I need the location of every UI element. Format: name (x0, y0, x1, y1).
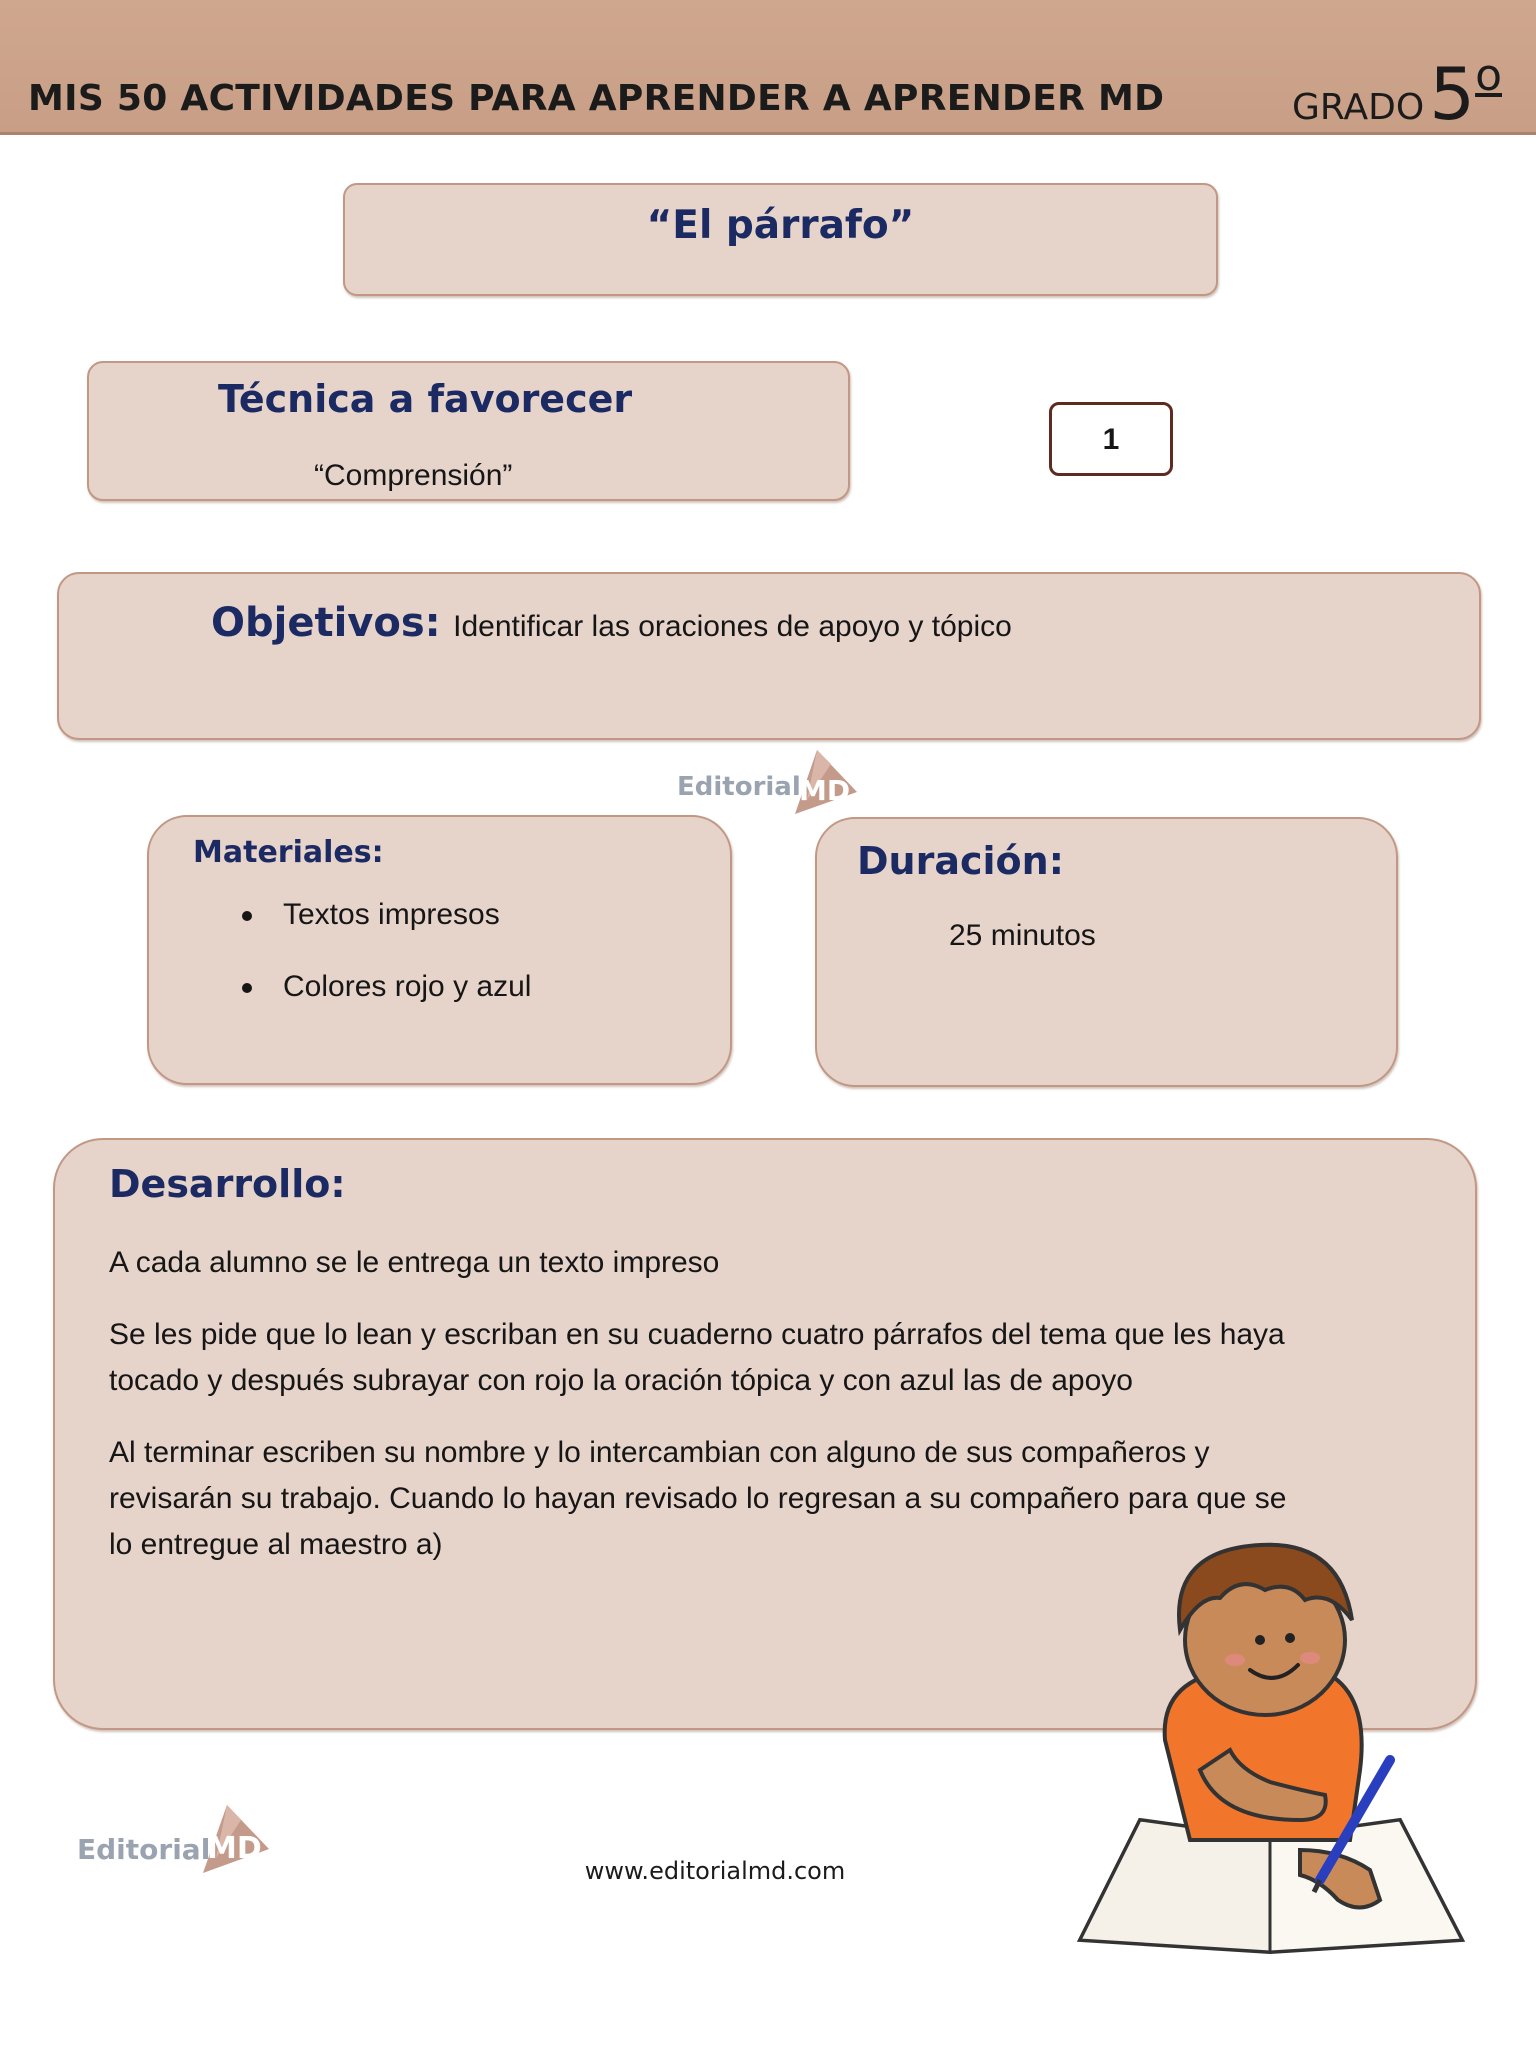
activity-title-box (343, 183, 1218, 296)
editorial-logo-center (677, 748, 857, 818)
tecnica-box (87, 361, 850, 501)
desarrollo-paragraph: Se les pide que lo lean y escriban en su cuaderno cuatro párrafos del tema que les haya tocado y después subrayar con rojo la oración tópica y con azul las de apoyo (109, 1318, 1285, 1397)
page-header (0, 0, 1536, 135)
materiales-list (149, 897, 531, 1041)
grade-label: GRADO (1292, 87, 1425, 128)
activity-title: “El párrafo” (646, 203, 915, 248)
duracion-label: Duración: (857, 839, 1064, 883)
objetivos-label: Objetivos: (211, 600, 441, 646)
grade-number: 5 (1429, 52, 1476, 136)
objetivos-line (211, 600, 1012, 646)
desarrollo-paragraph: Al terminar escriben su nombre y lo intercambian con alguno de sus compañeros y revisarán su trabajo. Cuando lo hayan revisado lo regresan a su compañero para que se lo entregue al maestro a) (109, 1436, 1287, 1561)
logo-word: Editorial (677, 772, 801, 802)
activity-number: 1 (1102, 423, 1120, 456)
tecnica-value: “Comprensión” (314, 459, 513, 492)
duracion-value: 25 minutos (949, 919, 1096, 952)
duracion-box (815, 817, 1398, 1087)
logo-word: Editorial (77, 1833, 211, 1866)
materiales-label: Materiales: (193, 835, 384, 870)
bullet-icon (242, 911, 252, 921)
grade-indicator (1292, 52, 1502, 136)
logo-mark-text: MD (799, 774, 851, 807)
desarrollo-label: Desarrollo: (109, 1162, 346, 1206)
desarrollo-paragraph: A cada alumno se le entrega un texto impreso (109, 1246, 720, 1279)
md-logo-icon (787, 748, 859, 816)
materiales-item-text: Textos impresos (283, 898, 500, 931)
header-title: MIS 50 ACTIVIDADES PARA APRENDER A APRENDER MD (28, 78, 1165, 119)
list-item (149, 969, 531, 1041)
bullet-icon (242, 983, 252, 993)
objetivos-box (57, 572, 1481, 740)
footer-url: www.editorialmd.com (584, 1857, 846, 1885)
materiales-item-text: Colores rojo y azul (283, 970, 532, 1003)
grade-ordinal: o (1475, 50, 1502, 101)
list-item (149, 897, 531, 969)
child-writing-illustration (1070, 1520, 1470, 1960)
materiales-box (147, 815, 732, 1085)
logo-mark-text: MD (207, 1831, 262, 1866)
objetivos-value: Identificar las oraciones de apoyo y tópico (453, 610, 1012, 643)
activity-number-box (1049, 402, 1173, 476)
tecnica-label: Técnica a favorecer (218, 377, 633, 421)
